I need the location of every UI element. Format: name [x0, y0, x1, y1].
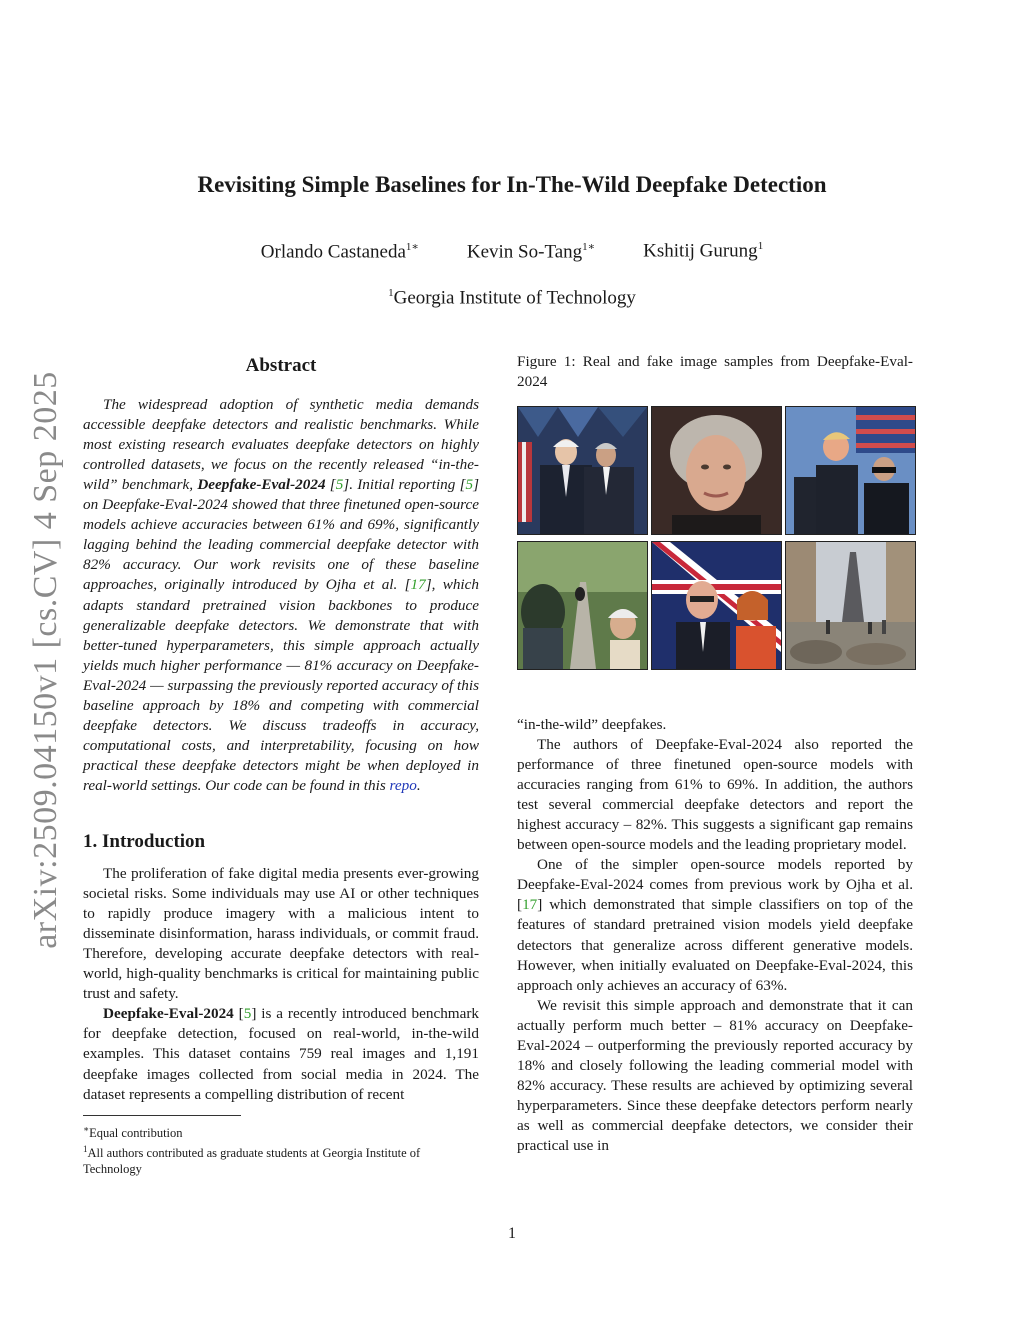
figure-image — [517, 541, 648, 670]
abstract-text: The widespread adoption of synthetic media demands accessible deepfake detectors and realistic benchmarks. While most existing research evaluates deepfake detectors on highly controlled datasets, we focus on the recently released “in-the-wild” benchmark, Deepfake-Eval-2024 [5]. Initial reporting [5] on Deepfake-Eval-2024 showed that three finetuned open-source models achieve accuracies between 61% and 69%, significantly lagging behind the leading commercial deepfake detector with 82% accuracy. Our work revisits one of these baseline approaches, originally introduced by Ojha et al. [17], which adapts standard pretrained vision backbones to produce generalizable deepfake detectors. We demonstrate that with better-tuned hyperparameters, this simple approach actually yields much higher performance — 81% accuracy on Deepfake-Eval-2024 — surpassing the previously reported accuracy of this baseline approach by 18% and competing with commercial deepfake detectors. We discuss tradeoffs in accuracy, computational costs, and interpretability, focusing on how practical these deepfake detectors might be when deployed in real-world settings. Our code can be found in this repo. — [83, 396, 479, 794]
author: Kevin So-Tang$^{1∗}$ — [466, 241, 596, 263]
paragraph: We revisit this simple approach and demonstrate that it can actually perform much better – 81% accuracy on Deepfake-Eval-2024 – outperforming the previously reported accuracy by 18% and closely following the leading commerial model with 82% accuracy. These results are achieved by optimizing several hyperparameters. Since these deepfake detectors perform nearly as well as commercial deepfake detectors, we consider their practical use in — [517, 996, 913, 1154]
section-heading: 1. Introduction — [83, 830, 206, 852]
paragraph: “in-the-wild” deepfakes. — [517, 716, 667, 733]
right-column — [517, 352, 913, 1156]
paragraph: The proliferation of fake digital media presents ever-growing societal risks. Some individuals may use AI or other techniques to rapidly produce imagery with a malicious intent to disseminate disinformation, harass individuals, or commit fraud. Therefore, developing accurate deepfake detectors with real-world, high-quality benchmarks is critical for maintaining public trust and safety. — [83, 865, 479, 1003]
citation-link[interactable]: 5 — [243, 1005, 252, 1023]
author: Orlando Castaneda$^{1∗}$ — [260, 241, 419, 263]
figure-image — [517, 406, 648, 535]
abstract — [83, 395, 479, 796]
paper-title: Revisiting Simple Baselines for In-The-Wild Deepfake Detection — [197, 172, 827, 197]
citation-link[interactable]: 17 — [410, 576, 426, 594]
author: Kshitij Gurung$^1$ — [643, 240, 764, 262]
arxiv-stamp: arXiv:2509.04150v1 [cs.CV] 4 Sep 2025 — [27, 371, 64, 949]
page-number: 1 — [508, 1225, 516, 1242]
figure-caption: Figure 1: Real and fake image samples from Deepfake-Eval-2024 — [517, 353, 913, 390]
author-list — [0, 240, 1024, 263]
footnote-rule — [83, 1115, 241, 1116]
abstract-heading: Abstract — [245, 355, 317, 376]
paragraph: The authors of Deepfake-Eval-2024 also reported the performance of three finetuned open-source models with accuracies ranging from 61% to 69%. In addition, the authors test several commercial deepfake detectors and report the highest accuracy – 82%. This suggests a significant gap remains between open-source models and the leading proprietary model. — [517, 736, 913, 854]
footnote: ∗Equal contribution — [83, 1123, 183, 1140]
left-column — [83, 352, 479, 1177]
affiliation: $^1$Georgia Institute of Technology — [388, 287, 636, 309]
paragraph: Deepfake-Eval-2024 [5] is a recently introduced benchmark for deepfake detection, focused on real-world, in-the-wild examples. This dataset contains 759 real images and 1,191 deepfake images collected from social media in 2024. The dataset represents a compelling distribution of recent — [83, 1005, 479, 1103]
footnote: $^1$All authors contributed as graduate students at Georgia Institute of Technology — [83, 1143, 421, 1176]
figure-image — [785, 541, 916, 670]
figure-image — [651, 541, 782, 670]
citation-link[interactable]: 17 — [522, 896, 538, 914]
figure-image — [785, 406, 916, 535]
citation-link[interactable]: 5 — [465, 476, 474, 494]
figure-image-grid — [517, 406, 913, 670]
figure-image — [651, 406, 782, 535]
paragraph: One of the simpler open-source models reported by Deepfake-Eval-2024 comes from previous work by Ojha et al. [17] which demonstrated that simple classifiers on top of the features of standard pretrained vision models yield deepfake detectors that generalize across different generative models. However, when initially evaluated on Deepfake-Eval-2024, this approach only achieves an accuracy of 63%. — [517, 856, 913, 994]
citation-link[interactable]: 5 — [335, 476, 344, 494]
repo-link[interactable]: repo — [389, 776, 417, 794]
